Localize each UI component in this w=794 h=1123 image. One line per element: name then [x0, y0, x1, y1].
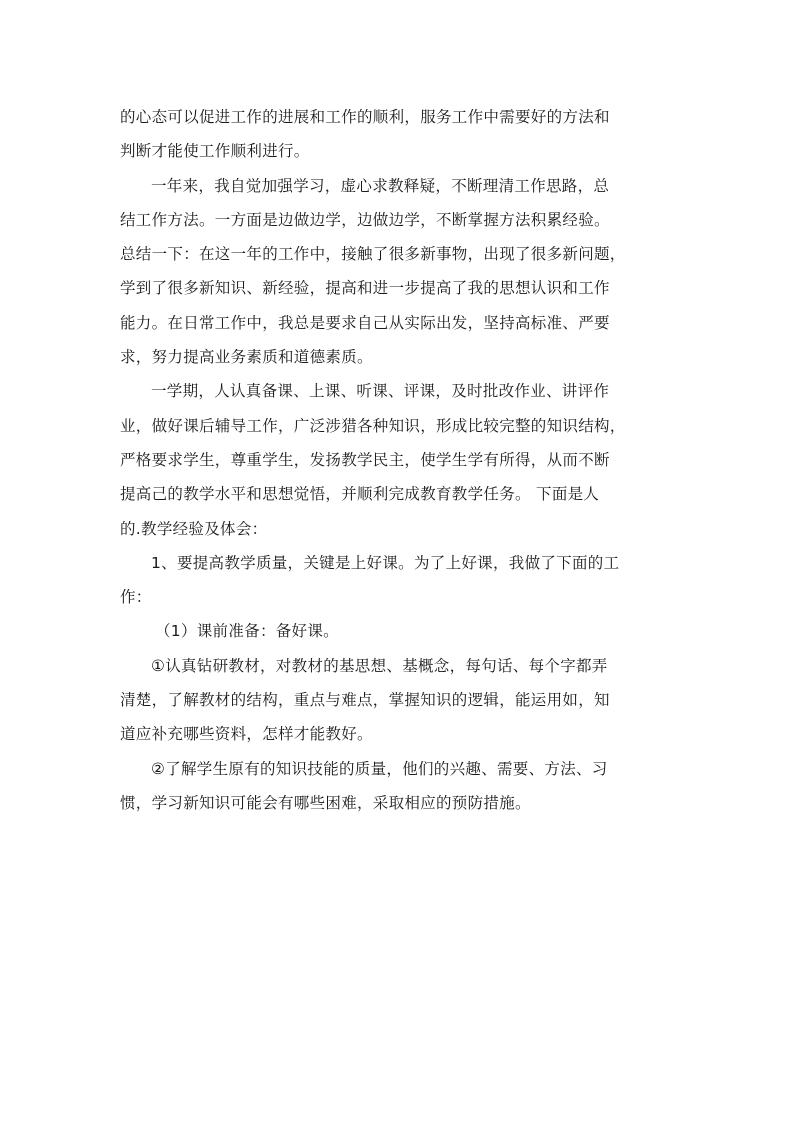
text-line: ②了解学生原有的知识技能的质量，他们的兴趣、需要、方法、习: [151, 759, 608, 778]
text-line: 提高己的教学水平和思想觉悟，并顺利完成教育教学任务。 下面是人: [120, 485, 600, 504]
text-line: 作：: [120, 588, 152, 607]
text-line: 一学期，人认真备课、上课、听课、评课，及时批改作业、讲评作: [151, 382, 610, 401]
text-line: 结工作方法。一方面是边做边学，边做边学，不断掌握方法积累经验。: [120, 210, 610, 229]
text-line: 的.教学经验及体会：: [120, 519, 268, 538]
text-line: 惯，学习新知识可能会有哪些困难，采取相应的预防措施。: [120, 793, 531, 812]
text-line: 能力。在日常工作中，我总是要求自己从实际出发，坚持高标准、严要: [120, 313, 610, 332]
text-line: 一年来，我自觉加强学习，虚心求教释疑，不断理清工作思路，总: [151, 176, 610, 195]
text-line: 清楚，了解教材的结构，重点与难点，掌握知识的逻辑，能运用如，知: [120, 691, 610, 710]
text-line: （1）课前准备：备好课。: [155, 622, 339, 641]
text-line: ①认真钻研教材，对教材的基思想、基概念，每句话、每个字都弄: [151, 656, 608, 675]
text-line: 求，努力提高业务素质和道德素质。: [120, 348, 373, 367]
text-line: 严格要求学生，尊重学生，发扬教学民主，使学生学有所得，从而不断: [120, 450, 610, 469]
text-line: 1、要提高教学质量，关键是上好课。为了上好课，我做了下面的工: [151, 553, 620, 572]
text-line: 判断才能使工作顺利进行。: [120, 142, 310, 161]
text-line: 总结一下：在这一年的工作中，接触了很多新事物，出现了很多新问题，: [120, 245, 626, 264]
document-body: [120, 100, 676, 820]
text-line: 道应补充哪些资料，怎样才能教好。: [120, 725, 373, 744]
text-line: 学到了很多新知识、新经验，提高和进一步提高了我的思想认识和工作: [120, 279, 610, 298]
text-line: 业，做好课后辅导工作，广泛涉猎各种知识，形成比较完整的知识结构，: [120, 416, 626, 435]
text-line: 的心态可以促进工作的进展和工作的顺利，服务工作中需要好的方法和: [120, 108, 610, 126]
